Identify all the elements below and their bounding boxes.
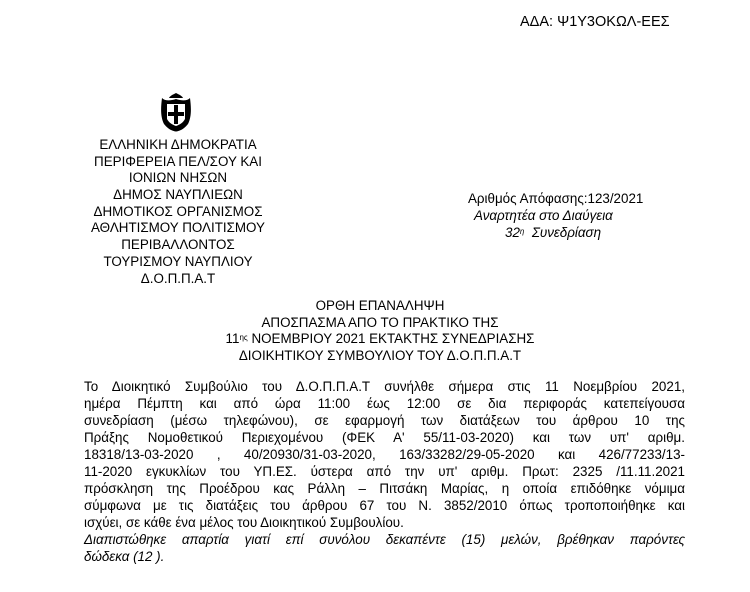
issuer-line: ΠΕΡΙΦΕΡΕΙΑ ΠΕΛ/ΣΟΥ ΚΑΙ: [94, 153, 262, 169]
body-line: 18318/13-03-2020 , 40/20930/31-03-2020, 163/33282/29-05-2020 και 426/77233/13-: [84, 447, 685, 463]
issuer-header: [70, 137, 286, 287]
greek-coat-of-arms-icon: [158, 92, 194, 132]
body-line: Πράξης Νομοθετικού Περιεχομένου (ΦΕΚ Α' 55/11-03-2020) και των υπ' αριθμ.: [84, 430, 685, 446]
body-text: [84, 378, 685, 566]
document-title: [140, 298, 620, 364]
issuer-line: ΠΕΡΙΒΑΛΛΟΝΤΟΣ: [121, 237, 235, 253]
session-word: Συνεδρίαση: [531, 225, 602, 240]
title-line-1: ΟΡΘΗ ΕΠΑΝΑΛΗΨΗ: [315, 298, 445, 313]
issuer-line: ΤΟΥΡΙΣΜΟΥ ΝΑΥΠΛΙΟΥ: [103, 253, 253, 269]
quorum-line: Διαπιστώθηκε απαρτία γιατί επί συνόλου δεκαπέντε (15) μελών, βρέθηκαν παρόντες: [84, 532, 685, 548]
body-line: συνεδρίαση (μέσω τηλεφώνου), σε εφαρμογή των διατάξεων του άρθρου 10 της: [84, 413, 685, 429]
title-line-4: ΔΙΟΙΚΗΤΙΚΟΥ ΣΥΜΒΟΥΛΙΟΥ ΤΟΥ Δ.Ο.Π.Π.Α.Τ: [238, 347, 522, 363]
ada-code: ΑΔΑ: Ψ1Υ3ΟΚΩΛ-ΕΕΣ: [520, 14, 670, 30]
body-line: πρόσκληση της Προέδρου κας Ράλλη – Πιτσάκη Μαρίας, η οποία επιδόθηκε νόμιμα: [84, 481, 685, 497]
quorum-line: δώδεκα (12 ).: [84, 549, 165, 565]
diavgeia-note: Αναρτητέα στο Διαύγεια: [474, 208, 613, 223]
issuer-line: ΔΗΜΟΣ ΝΑΥΠΛΙΕΩΝ: [113, 187, 243, 203]
issuer-line: ΑΘΛΗΤΙΣΜΟΥ ΠΟΛΙΤΙΣΜΟΥ: [91, 220, 265, 236]
session-number: [468, 224, 643, 241]
title-line-2: ΑΠΟΣΠΑΣΜΑ ΑΠΟ ΤΟ ΠΡΑΚΤΙΚΟ ΤΗΣ: [261, 314, 499, 330]
title-date-rest: ΝΟΕΜΒΡΙΟΥ 2021 ΕΚΤΑΚΤΗΣ ΣΥΝΕΔΡΙΑΣΗΣ: [247, 331, 535, 346]
body-line: 11-2020 εγκυκλίων του ΥΠ.ΕΣ. ύστερα από την υπ' αριθμ. Πρωτ: 2325 /11.11.2021: [84, 464, 685, 480]
issuer-line: ΔΗΜΟΤΙΚΟΣ ΟΡΓΑΝΙΣΜΟΣ: [93, 203, 263, 219]
title-date-sup: ης: [239, 333, 248, 342]
issuer-line: ΕΛΛΗΝΙΚΗ ΔΗΜΟΚΡΑΤΙΑ: [99, 137, 257, 152]
body-line: Το Διοικητικό Συμβούλιο του Δ.Ο.Π.Π.Α.Τ συνήλθε σήμερα στις 11 Νοεμβρίου 2021,: [84, 379, 685, 394]
decision-number: Αριθμός Απόφασης:123/2021: [468, 191, 644, 206]
body-line: ημέρα Πέμπτη και από ώρα 11:00 έως 12:00 σε δια περιφοράς κατεπείγουσα: [84, 396, 685, 412]
decision-info: [468, 190, 643, 241]
issuer-line: ΙΟΝΙΩΝ ΝΗΣΩΝ: [128, 170, 228, 186]
body-line: ισχύει, σε κάθε ένα μέλος του Διοικητικού Συμβουλίου.: [84, 515, 404, 531]
issuer-line: Δ.Ο.Π.Π.Α.Τ: [140, 270, 216, 286]
session-num: 32: [505, 225, 520, 240]
title-line-3: [140, 331, 620, 348]
body-line: σύμφωνα με τις διατάξεις του άρθρου 67 του Ν. 3852/2010 όπως τροποποιήθηκε και: [84, 498, 685, 514]
title-date-num: 11: [225, 331, 240, 346]
session-sup: η: [519, 227, 525, 236]
